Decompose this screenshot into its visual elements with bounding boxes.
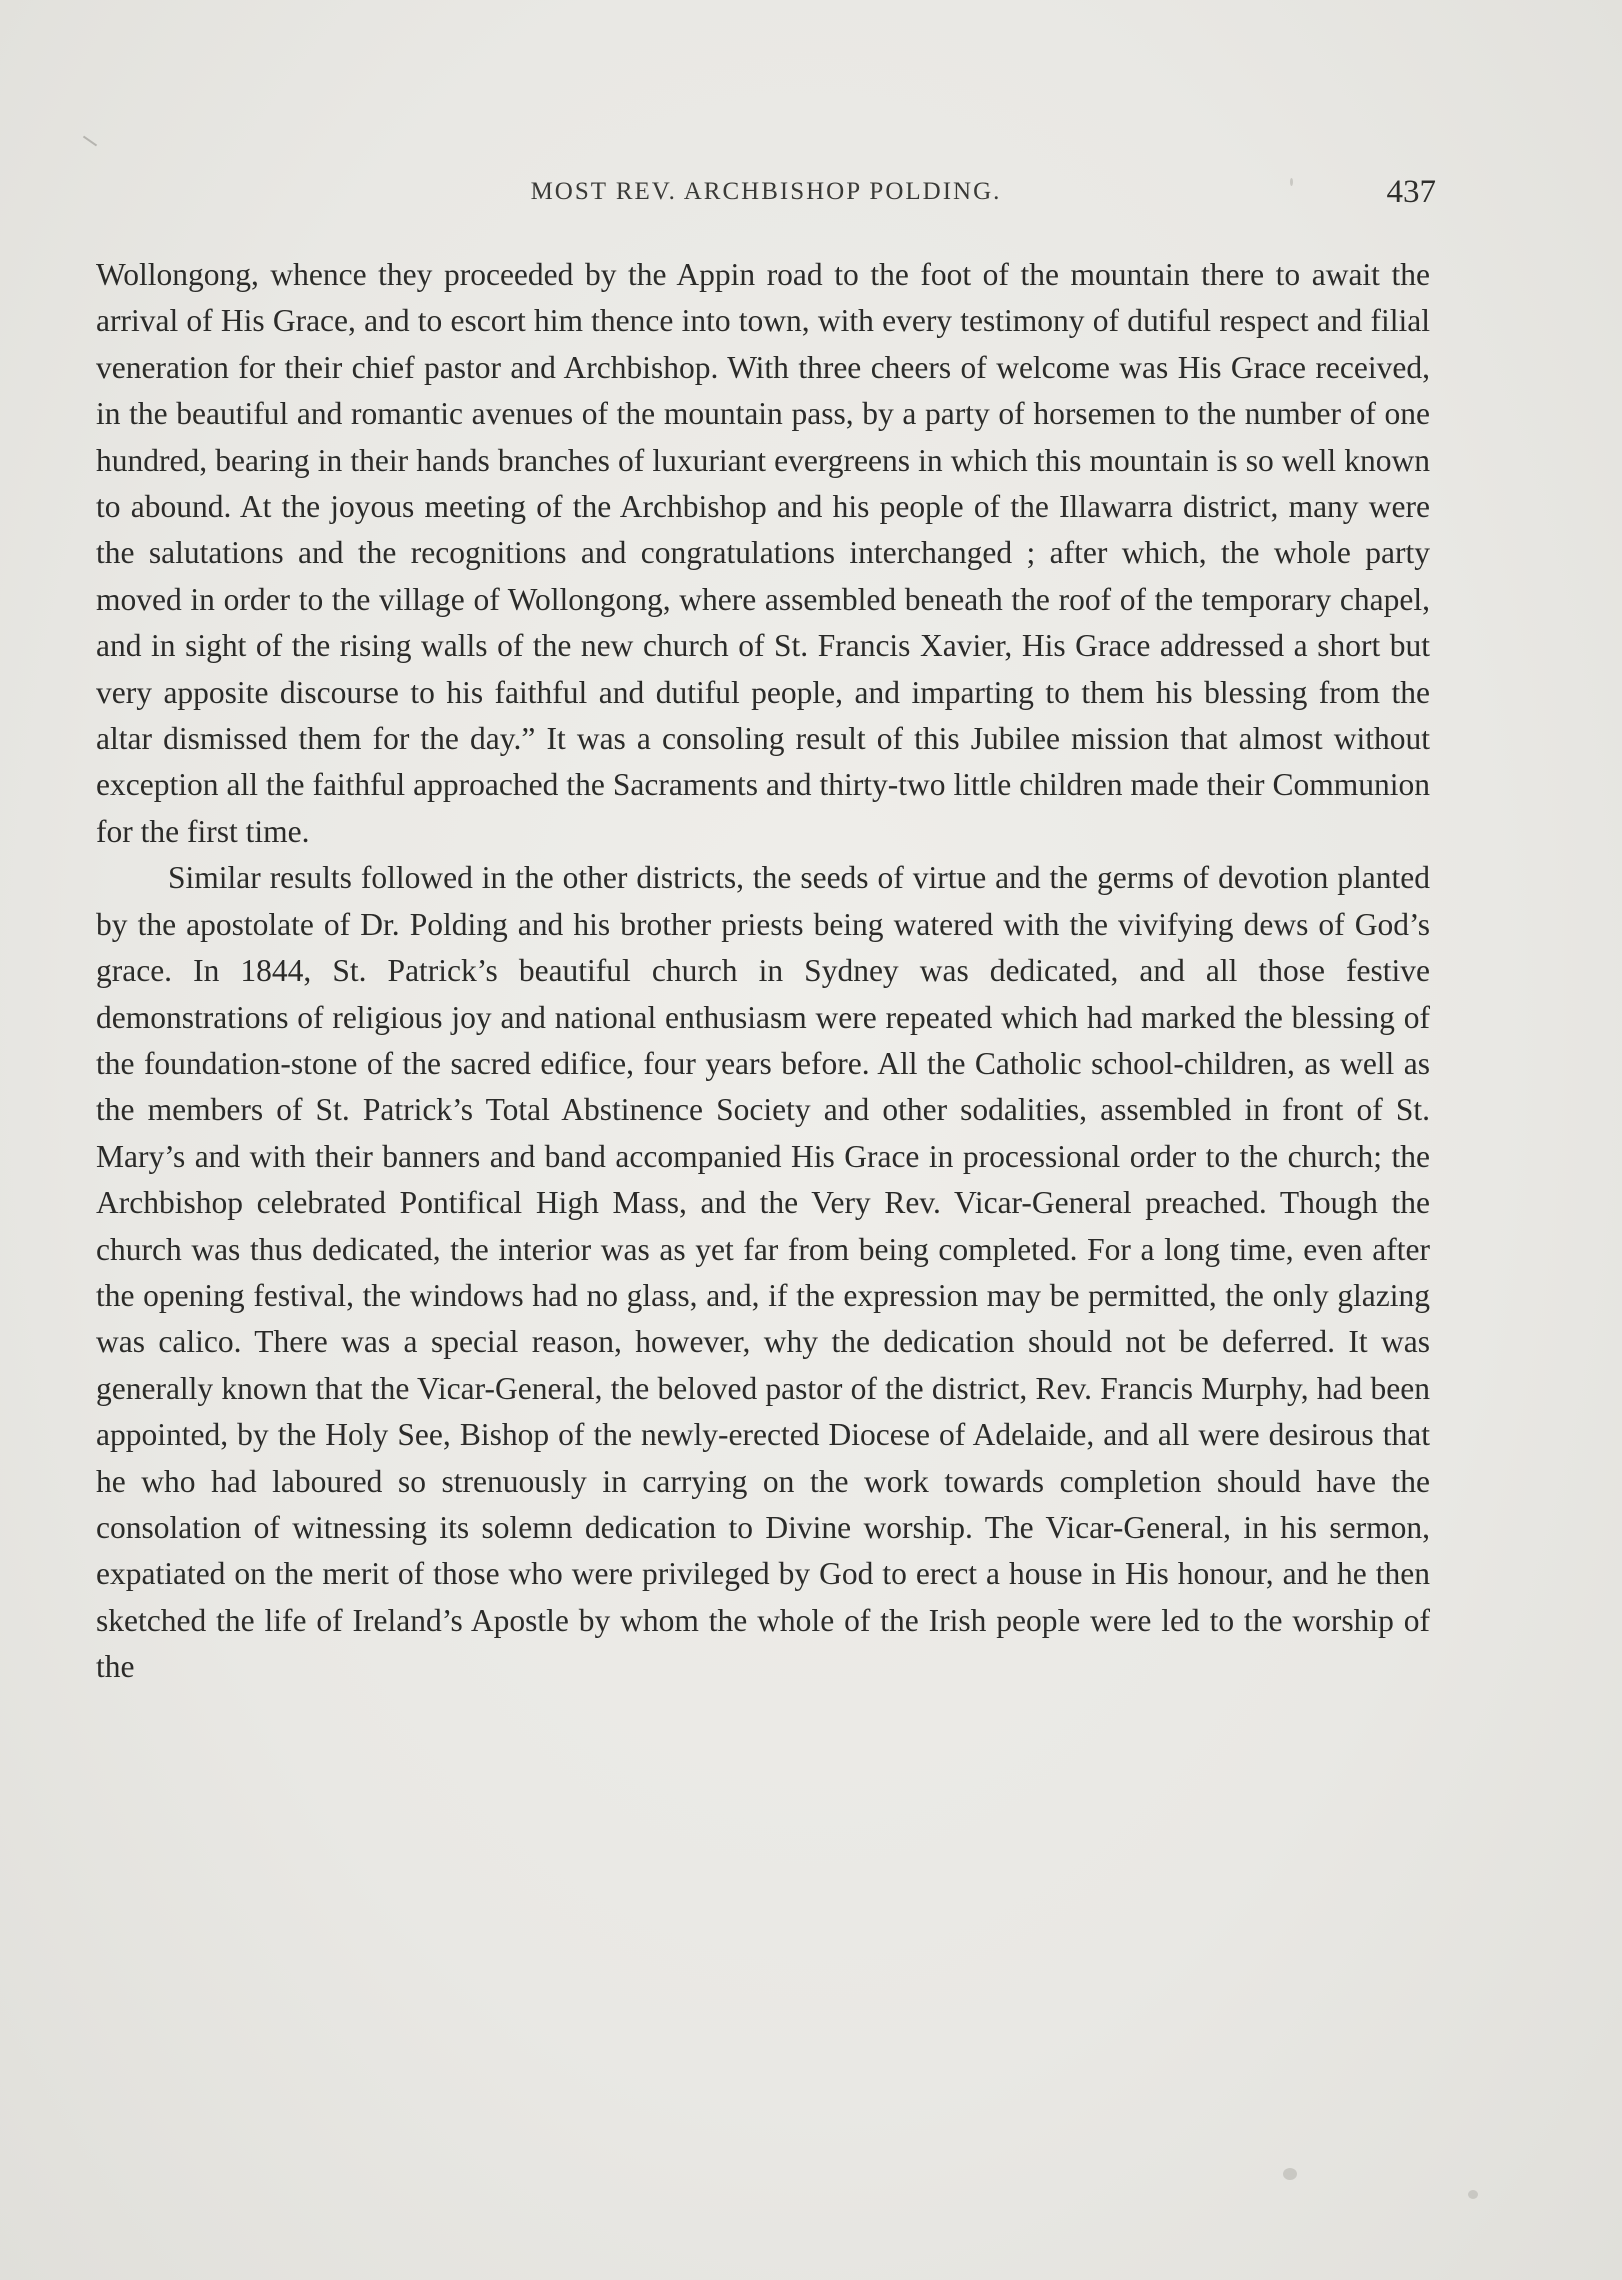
paragraph-2: Similar results followed in the other districts, the seeds of virtue and the germs of devotion planted by the apostolate of Dr. Polding and his brother priests being watered with the vivifying dews of God’s grace. In 1844, St. Patrick’s beautiful church in Sydney was dedicated, and all those festive demonstrations of religious joy and national enthusiasm were repeated which had marked the blessing of the foundation-stone of the sacred edifice, four years before. All the Catholic school-children, as well as the members of St. Patrick’s Total Abstinence Society and other sodalities, assembled in front of St. Mary’s and with their banners and band accompanied His Grace in processional order to the church; the Archbishop celebrated Pontifical High Mass, and the Very Rev. Vicar-General preached. Though the church was thus dedicated, the interior was as yet far from being completed. For a long time, even after the opening festival, the windows had no glass, and, if the expression may be permitted, the only glazing was calico. There was a special reason, however, why the dedication should not be deferred. It was generally known that the Vicar-General, the beloved pastor of the district, Rev. Francis Murphy, had been appointed, by the Holy See, Bishop of the newly-erected Diocese of Adelaide, and all were desirous that he who had laboured so strenuously in carrying on the work towards completion should have the consolation of witnessing its solemn dedication to Divine worship. The Vicar-General, in his sermon, expatiated on the merit of those who were privileged by God to erect a house in His honour, and he then sketched the life of Ireland’s Apostle by whom the whole of the Irish people were led to the worship of the [96, 860, 1430, 1685]
paper-speck [1290, 178, 1293, 186]
body-text [96, 252, 1430, 1691]
running-head [96, 174, 1436, 218]
running-title: MOST REV. ARCHBISHOP POLDING. [530, 178, 1002, 205]
paper-speck [1283, 2168, 1297, 2180]
paper-speck [1468, 2190, 1478, 2199]
page-number: 437 [1386, 174, 1436, 210]
paper-mark [83, 136, 97, 147]
paragraph-1: Wollongong, whence they proceeded by the Appin road to the foot of the mountain there to await the arrival of His Grace, and to escort him thence into town, with every testimony of dutiful respect and filial veneration for their chief pastor and Archbishop. With three cheers of welcome was His Grace received, in the beautiful and romantic avenues of the mountain pass, by a party of horsemen to the number of one hundred, bearing in their hands branches of luxuriant evergreens in which this mountain is so well known to abound. At the joyous meeting of the Archbishop and his people of the Illawarra district, many were the salutations and the recognitions and congratulations interchanged ; after which, the whole party moved in order to the village of Wollongong, where assembled beneath the roof of the temporary chapel, and in sight of the rising walls of the new church of St. Francis Xavier, His Grace addressed a short but very apposite discourse to his faithful and dutiful people, and imparting to them his blessing from the altar dismissed them for the day.” It was a consoling result of this Jubilee mission that almost without exception all the faithful approached the Sacraments and thirty-two little children made their Communion for the first time. [96, 257, 1430, 849]
